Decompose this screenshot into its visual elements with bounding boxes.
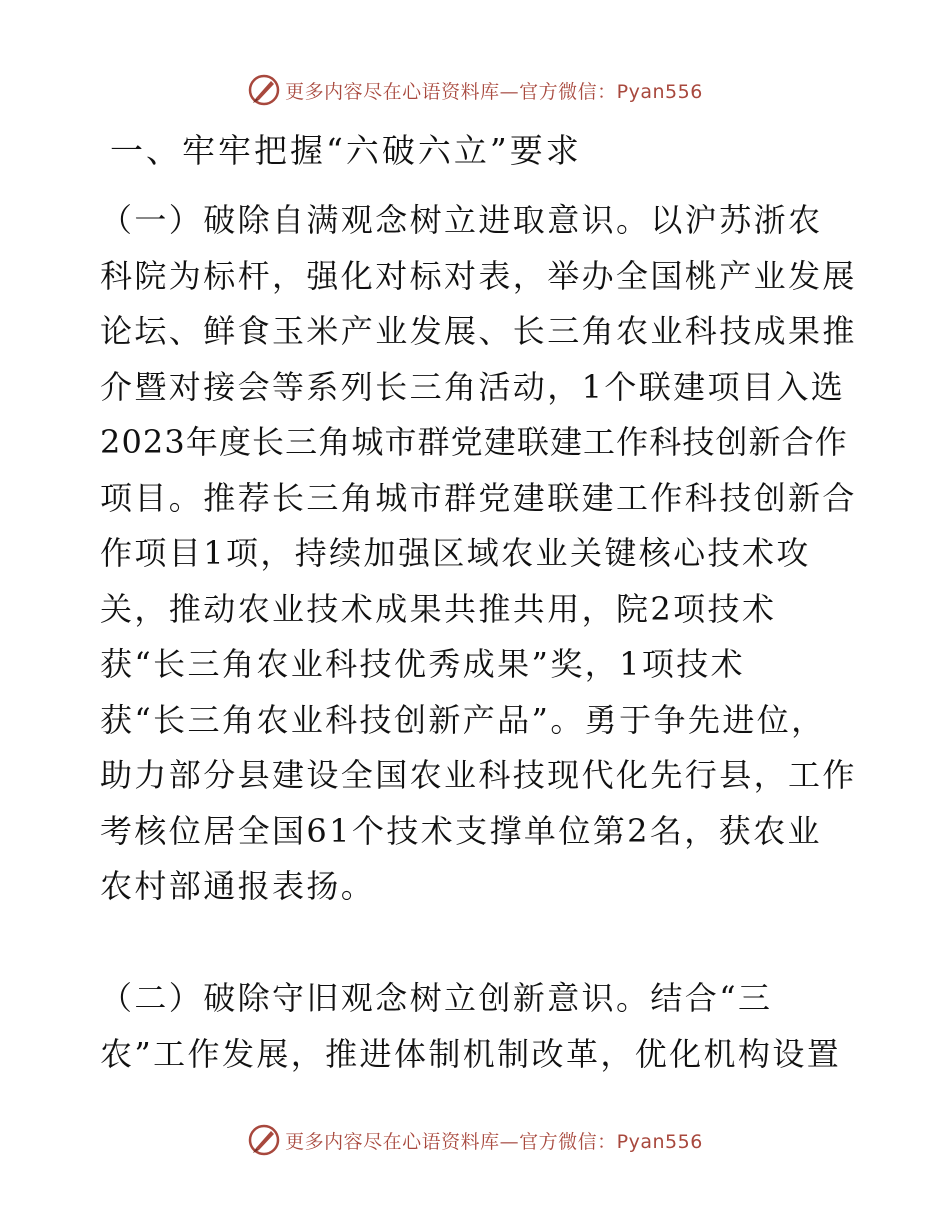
text-line: 农村部通报表扬。 (100, 867, 376, 905)
text-line: 作项目1项，持续加强区域农业关键核心技术攻 (100, 534, 811, 572)
watermark-banner-bottom (0, 1120, 950, 1160)
paragraph-1 (100, 193, 860, 915)
text-line: 获“长三角农业科技创新产品”。勇于争先进位， (100, 700, 826, 739)
watermark-text: 更多内容尽在心语资料库—官方微信：Pyan556 (285, 80, 703, 103)
text-line: 助力部分县建设全国农业科技现代化先行县，工作 (100, 756, 857, 794)
text-line: 论坛、鲜食玉米产业发展、长三角农业科技成果推 (100, 312, 857, 350)
text-line: 科院为标杆，强化对标对表，举办全国桃产业发展 (100, 256, 857, 295)
text-line: 农”工作发展，推进体制机制改革，优化机构设置 (100, 1034, 842, 1073)
text-line: 项目。推荐长三角城市群党建联建工作科技创新合 (100, 478, 857, 517)
paragraph-2 (100, 971, 860, 1082)
text-line: （二）破除守旧观念树立创新意识。结合“三 (100, 979, 773, 1017)
quill-logo-icon (247, 73, 281, 107)
text-line: （一）破除自满观念树立进取意识。以沪苏浙农 (100, 201, 823, 239)
text-line: 关，推动农业技术成果共推共用，院2项技术 (100, 589, 777, 628)
text-line: 获“长三角农业科技优秀成果”奖，1项技术 (100, 645, 746, 683)
watermark-banner-top (0, 70, 950, 110)
text-line: 2023年度长三角城市群党建联建工作科技创新合作 (100, 423, 848, 461)
section-heading: 一、牢牢把握“六破六立”要求 (110, 131, 582, 170)
text-line: 介暨对接会等系列长三角活动，1个联建项目入选 (100, 367, 846, 406)
watermark-text: 更多内容尽在心语资料库—官方微信：Pyan556 (285, 1130, 703, 1153)
text-line: 考核位居全国61个技术支撑单位第2名，获农业 (100, 811, 822, 850)
quill-logo-icon (247, 1123, 281, 1157)
